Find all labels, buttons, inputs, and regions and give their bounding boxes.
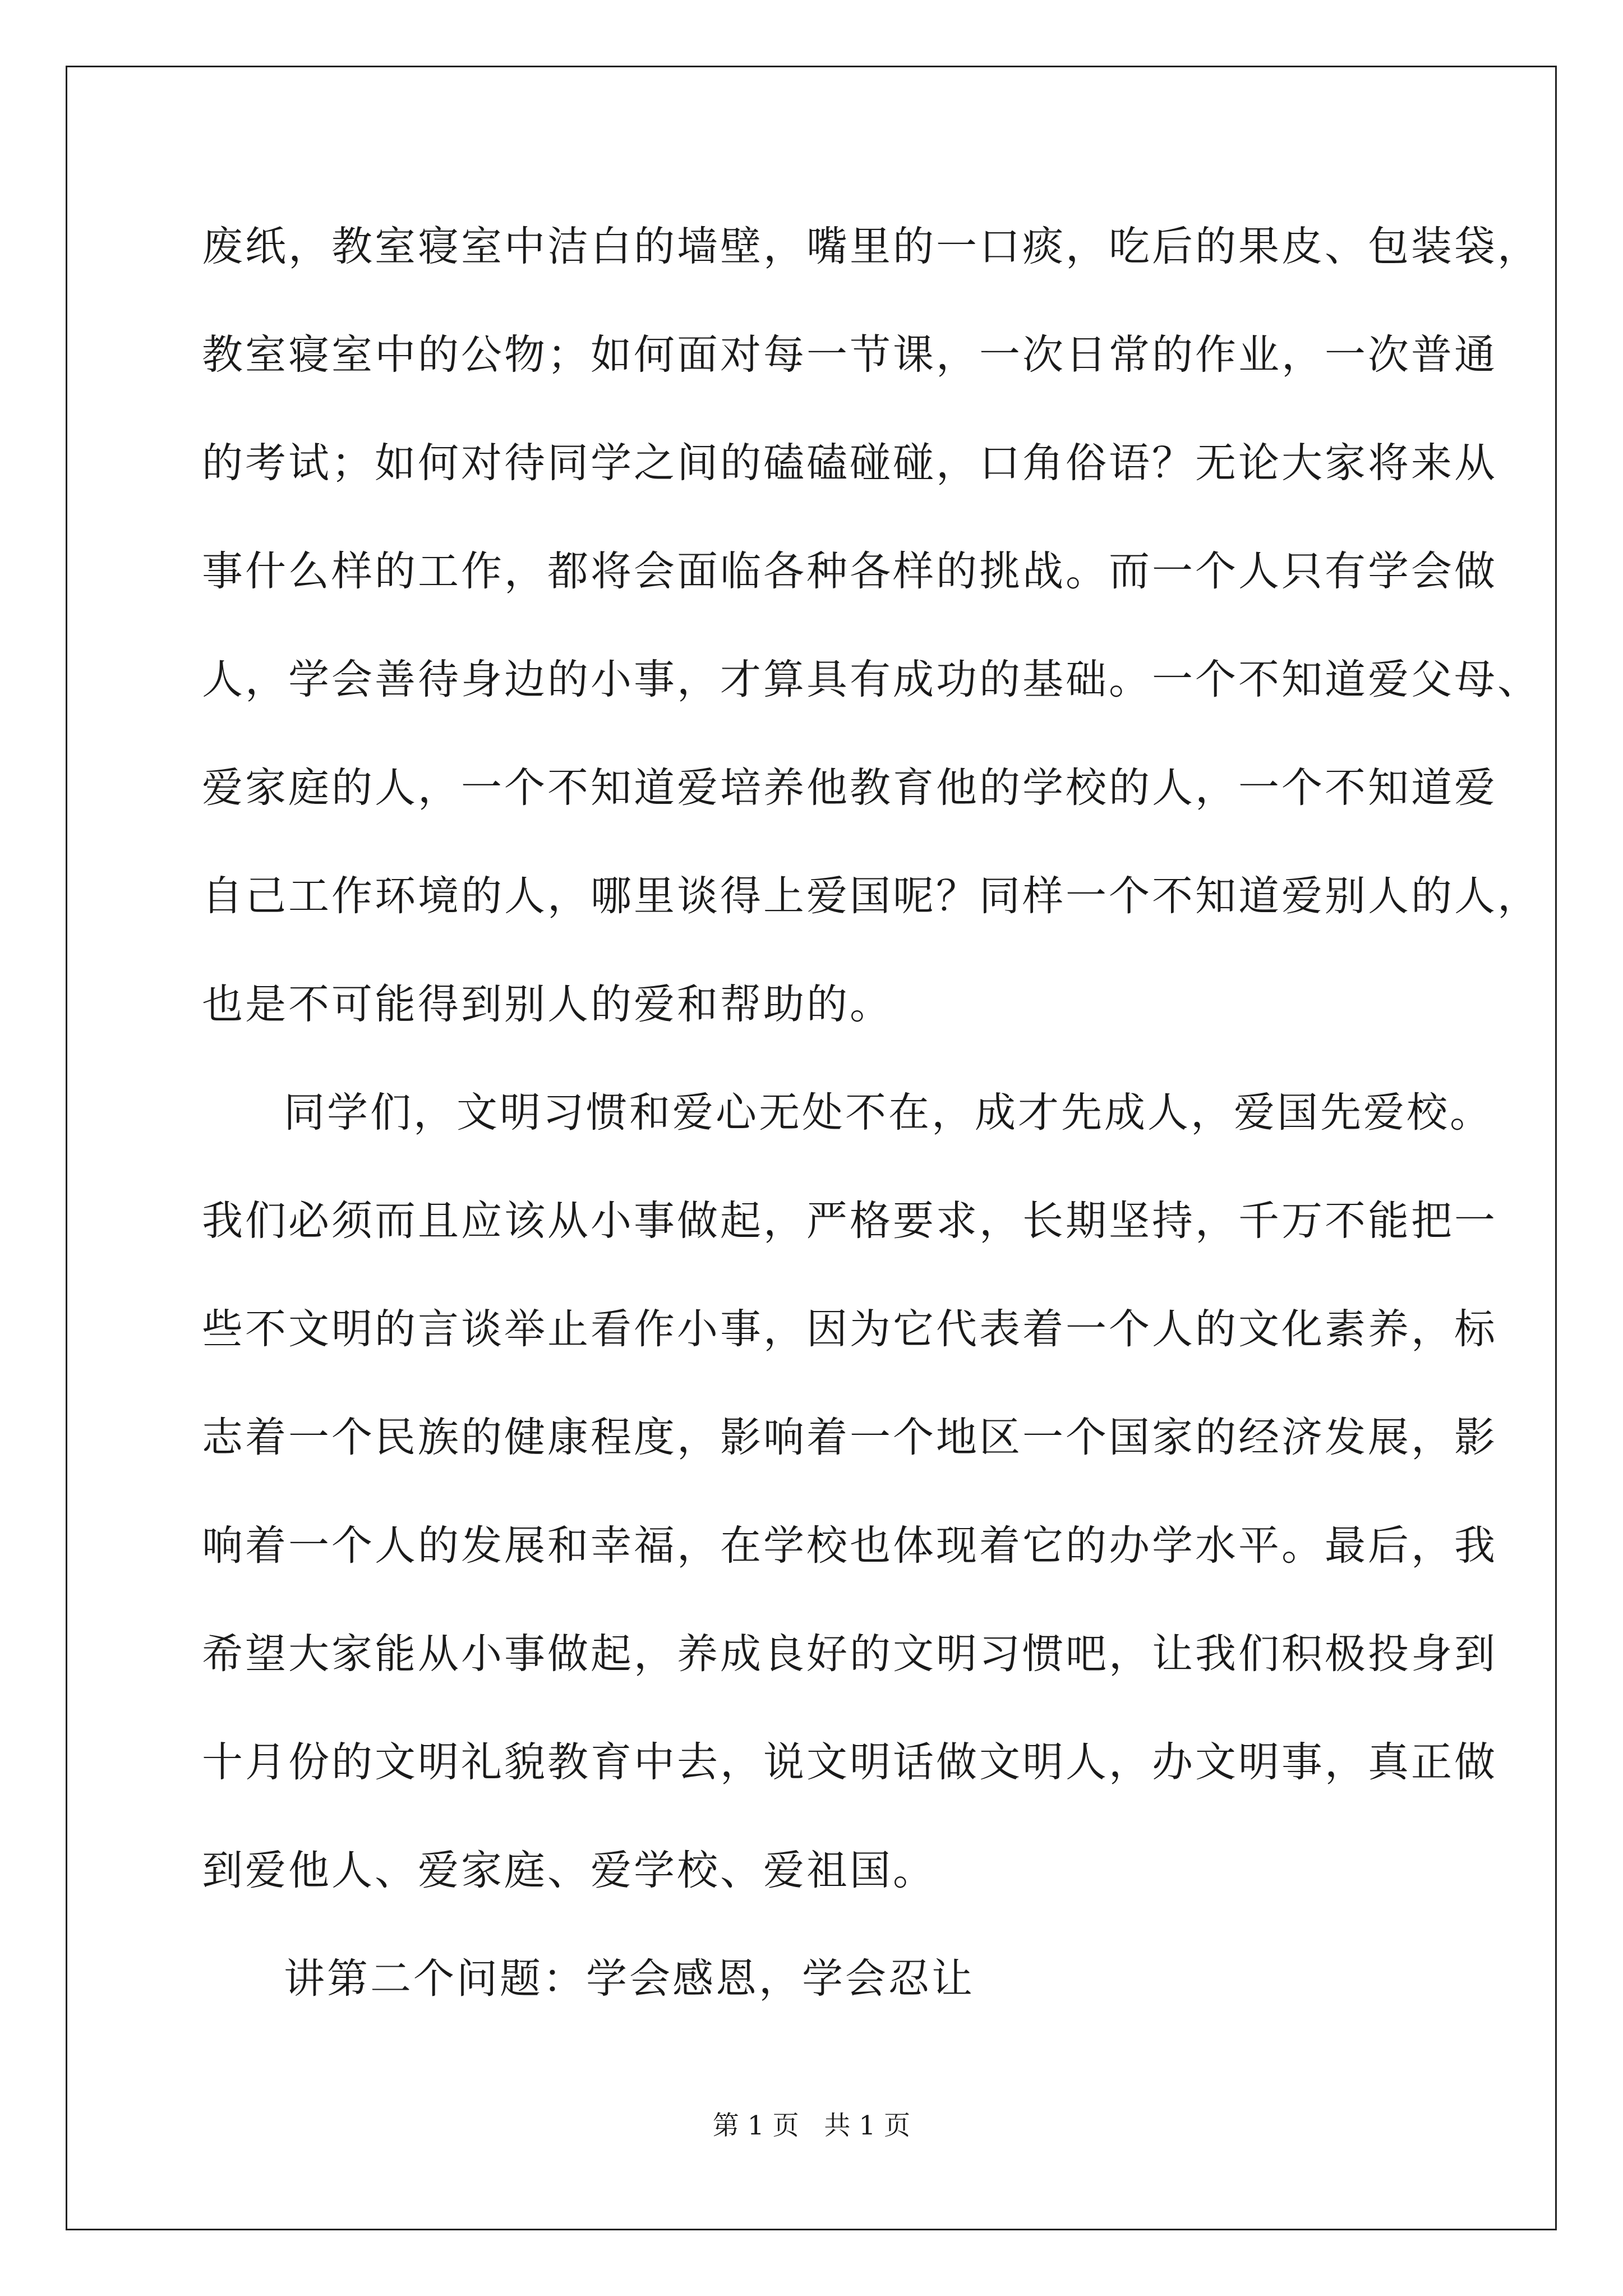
text-line: 希望大家能从小事做起，养成良好的文明习惯吧，让我们积极投身到 bbox=[202, 1630, 1497, 1678]
document-body bbox=[202, 216, 1541, 2056]
text-line: 自己工作环境的人，哪里谈得上爱国呢？同样一个不知道爱别人的人， bbox=[202, 872, 1541, 920]
text-line: 教室寝室中的公物；如何面对每一节课，一次日常的作业，一次普通 bbox=[202, 331, 1497, 379]
text-line: 也是不可能得到别人的爱和帮助的。 bbox=[202, 981, 893, 1028]
text-line: 爱家庭的人，一个不知道爱培养他教育他的学校的人，一个不知道爱 bbox=[202, 764, 1497, 812]
text-line: 的考试；如何对待同学之间的磕磕碰碰，口角俗语？无论大家将来从 bbox=[202, 439, 1497, 487]
text-line: 些不文明的言谈举止看作小事，因为它代表着一个人的文化素养，标 bbox=[202, 1305, 1497, 1353]
text-line: 响着一个人的发展和幸福，在学校也体现着它的办学水平。最后，我 bbox=[202, 1522, 1497, 1570]
section-heading-line: 讲第二个问题：学会感恩，学会忍让 bbox=[284, 1955, 975, 2003]
text-line: 废纸，教室寝室中洁白的墙壁，嘴里的一口痰，吃后的果皮、包装袋， bbox=[202, 223, 1541, 270]
text-line: 志着一个民族的健康程度，影响着一个地区一个国家的经济发展，影 bbox=[202, 1414, 1497, 1461]
text-line: 事什么样的工作，都将会面临各种各样的挑战。而一个人只有学会做 bbox=[202, 547, 1497, 595]
text-line: 到爱他人、爱家庭、爱学校、爱祖国。 bbox=[202, 1847, 936, 1894]
text-line: 我们必须而且应该从小事做起，严格要求，长期坚持，千万不能把一 bbox=[202, 1197, 1497, 1245]
page-number-footer: 第 1 页 共 1 页 bbox=[712, 2110, 911, 2141]
text-line: 人，学会善待身边的小事，才算具有成功的基础。一个不知道爱父母、 bbox=[202, 656, 1541, 703]
text-line: 十月份的文明礼貌教育中去，说文明话做文明人，办文明事，真正做 bbox=[202, 1738, 1497, 1786]
paragraph-start-line: 同学们，文明习惯和爱心无处不在，成才先成人，爱国先爱校。 bbox=[284, 1089, 1493, 1137]
